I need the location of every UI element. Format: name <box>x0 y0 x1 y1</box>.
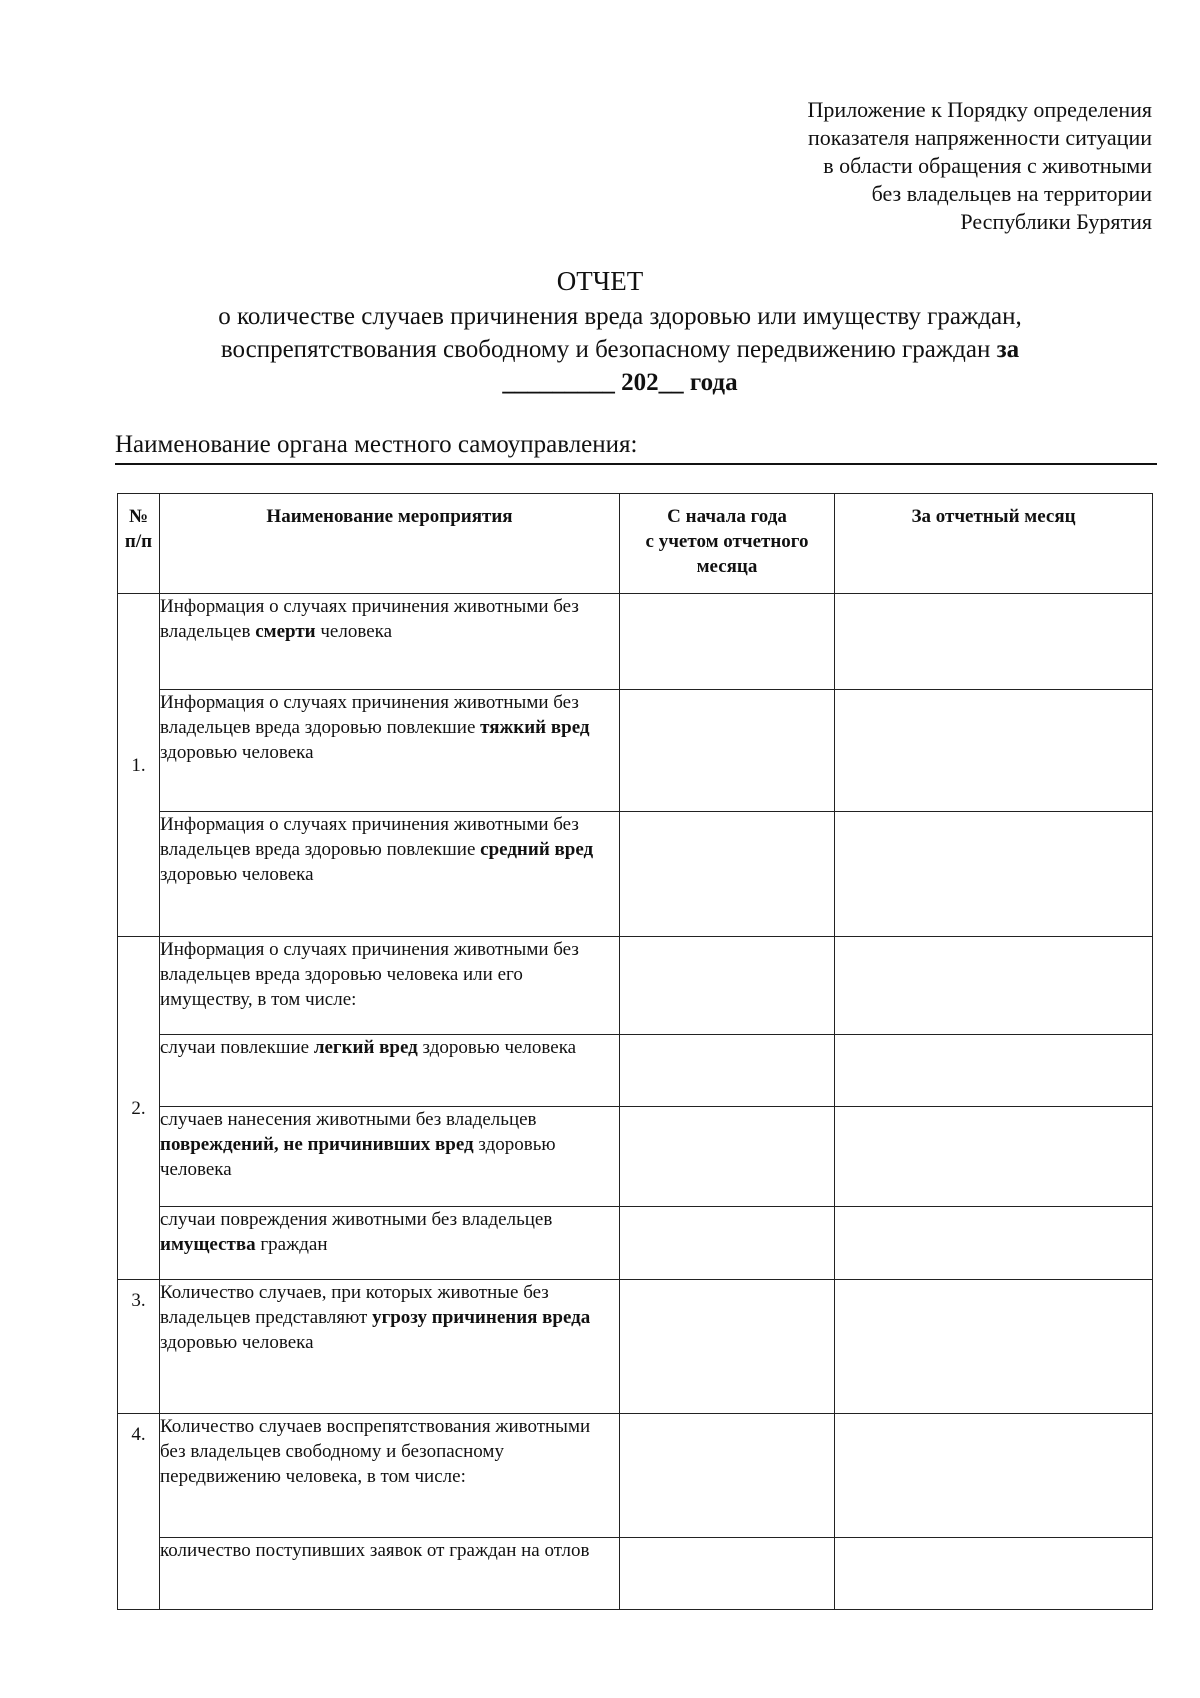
group-number: 2. <box>118 937 160 1280</box>
row-name: Информация о случаях причинения животными без владельцев смерти человека <box>160 594 620 690</box>
appendix-line: без владельцев на территории <box>871 181 1152 206</box>
month-cell[interactable] <box>835 812 1153 937</box>
row-name: Количество случаев воспрепятствования животными без владельцев свободному и безопасному передвижению человека, в том числе: <box>160 1414 620 1538</box>
appendix-note <box>592 96 1152 236</box>
ytd-cell[interactable] <box>620 1207 835 1280</box>
ytd-cell[interactable] <box>620 1035 835 1107</box>
month-cell[interactable] <box>835 1280 1153 1414</box>
month-cell[interactable] <box>835 1207 1153 1280</box>
header-num: № п/п <box>118 494 160 594</box>
month-cell[interactable] <box>835 690 1153 812</box>
appendix-line: Приложение к Порядку определения <box>807 97 1152 122</box>
table-row <box>118 1107 1153 1207</box>
row-name: Информация о случаях причинения животными без владельцев вреда здоровью повлекшие тяжкий вред здоровью человека <box>160 690 620 812</box>
row-name: количество поступивших заявок от граждан на отлов <box>160 1538 620 1610</box>
row-name: Информация о случаях причинения животными без владельцев вреда здоровью человека или его имуществу, в том числе: <box>160 937 620 1035</box>
header-month: За отчетный месяц <box>835 494 1153 594</box>
month-cell[interactable] <box>835 1035 1153 1107</box>
table-row <box>118 1207 1153 1280</box>
subtitle-line-2 <box>120 333 1120 366</box>
report-period-text: _________ 202__ года <box>502 369 738 396</box>
ytd-cell[interactable] <box>620 937 835 1035</box>
row-name: случаи повреждения животными без владельцев имущества граждан <box>160 1207 620 1280</box>
subtitle-line-2-text: воспрепятствования свободному и безопасному передвижению граждан <box>220 336 991 363</box>
group-number: 1. <box>118 594 160 937</box>
table-row <box>118 690 1153 812</box>
row-name: Количество случаев, при которых животные без владельцев представляют угрозу причинения вреда здоровью человека <box>160 1280 620 1414</box>
ytd-cell[interactable] <box>620 1538 835 1610</box>
table-row <box>118 1414 1153 1538</box>
table-row <box>118 812 1153 937</box>
appendix-line: в области обращения с животными <box>823 153 1152 178</box>
month-cell[interactable] <box>835 1414 1153 1538</box>
org-name-label: Наименование органа местного самоуправления: <box>115 430 1157 465</box>
ytd-cell[interactable] <box>620 812 835 937</box>
table-row <box>118 1035 1153 1107</box>
group-number: 3. <box>118 1280 160 1414</box>
subtitle-line-1: о количестве случаев причинения вреда здоровью или имуществу граждан, <box>218 303 1022 330</box>
report-table <box>117 493 1153 1610</box>
report-subtitle <box>120 300 1120 399</box>
month-cell[interactable] <box>835 937 1153 1035</box>
row-name: случаев нанесения животными без владельцев повреждений, не причинивших вред здоровью человека <box>160 1107 620 1207</box>
header-name: Наименование мероприятия <box>160 494 620 594</box>
subtitle-za: за <box>996 336 1020 363</box>
report-period <box>120 366 1120 399</box>
table-row <box>118 1538 1153 1610</box>
ytd-cell[interactable] <box>620 1107 835 1207</box>
month-cell[interactable] <box>835 594 1153 690</box>
group-number: 4. <box>118 1414 160 1610</box>
table-row <box>118 1280 1153 1414</box>
month-cell[interactable] <box>835 1538 1153 1610</box>
ytd-cell[interactable] <box>620 1280 835 1414</box>
report-title: ОТЧЕТ <box>556 266 644 296</box>
appendix-line: показателя напряженности ситуации <box>808 125 1152 150</box>
row-name: Информация о случаях причинения животными без владельцев вреда здоровью повлекшие средний вред здоровью человека <box>160 812 620 937</box>
ytd-cell[interactable] <box>620 690 835 812</box>
ytd-cell[interactable] <box>620 594 835 690</box>
table-row <box>118 594 1153 690</box>
header-ytd: С начала года с учетом отчетного месяца <box>620 494 835 594</box>
appendix-line: Республики Бурятия <box>960 209 1152 234</box>
table-row <box>118 937 1153 1035</box>
month-cell[interactable] <box>835 1107 1153 1207</box>
row-name: случаи повлекшие легкий вред здоровью человека <box>160 1035 620 1107</box>
ytd-cell[interactable] <box>620 1414 835 1538</box>
table-header-row <box>118 494 1153 594</box>
